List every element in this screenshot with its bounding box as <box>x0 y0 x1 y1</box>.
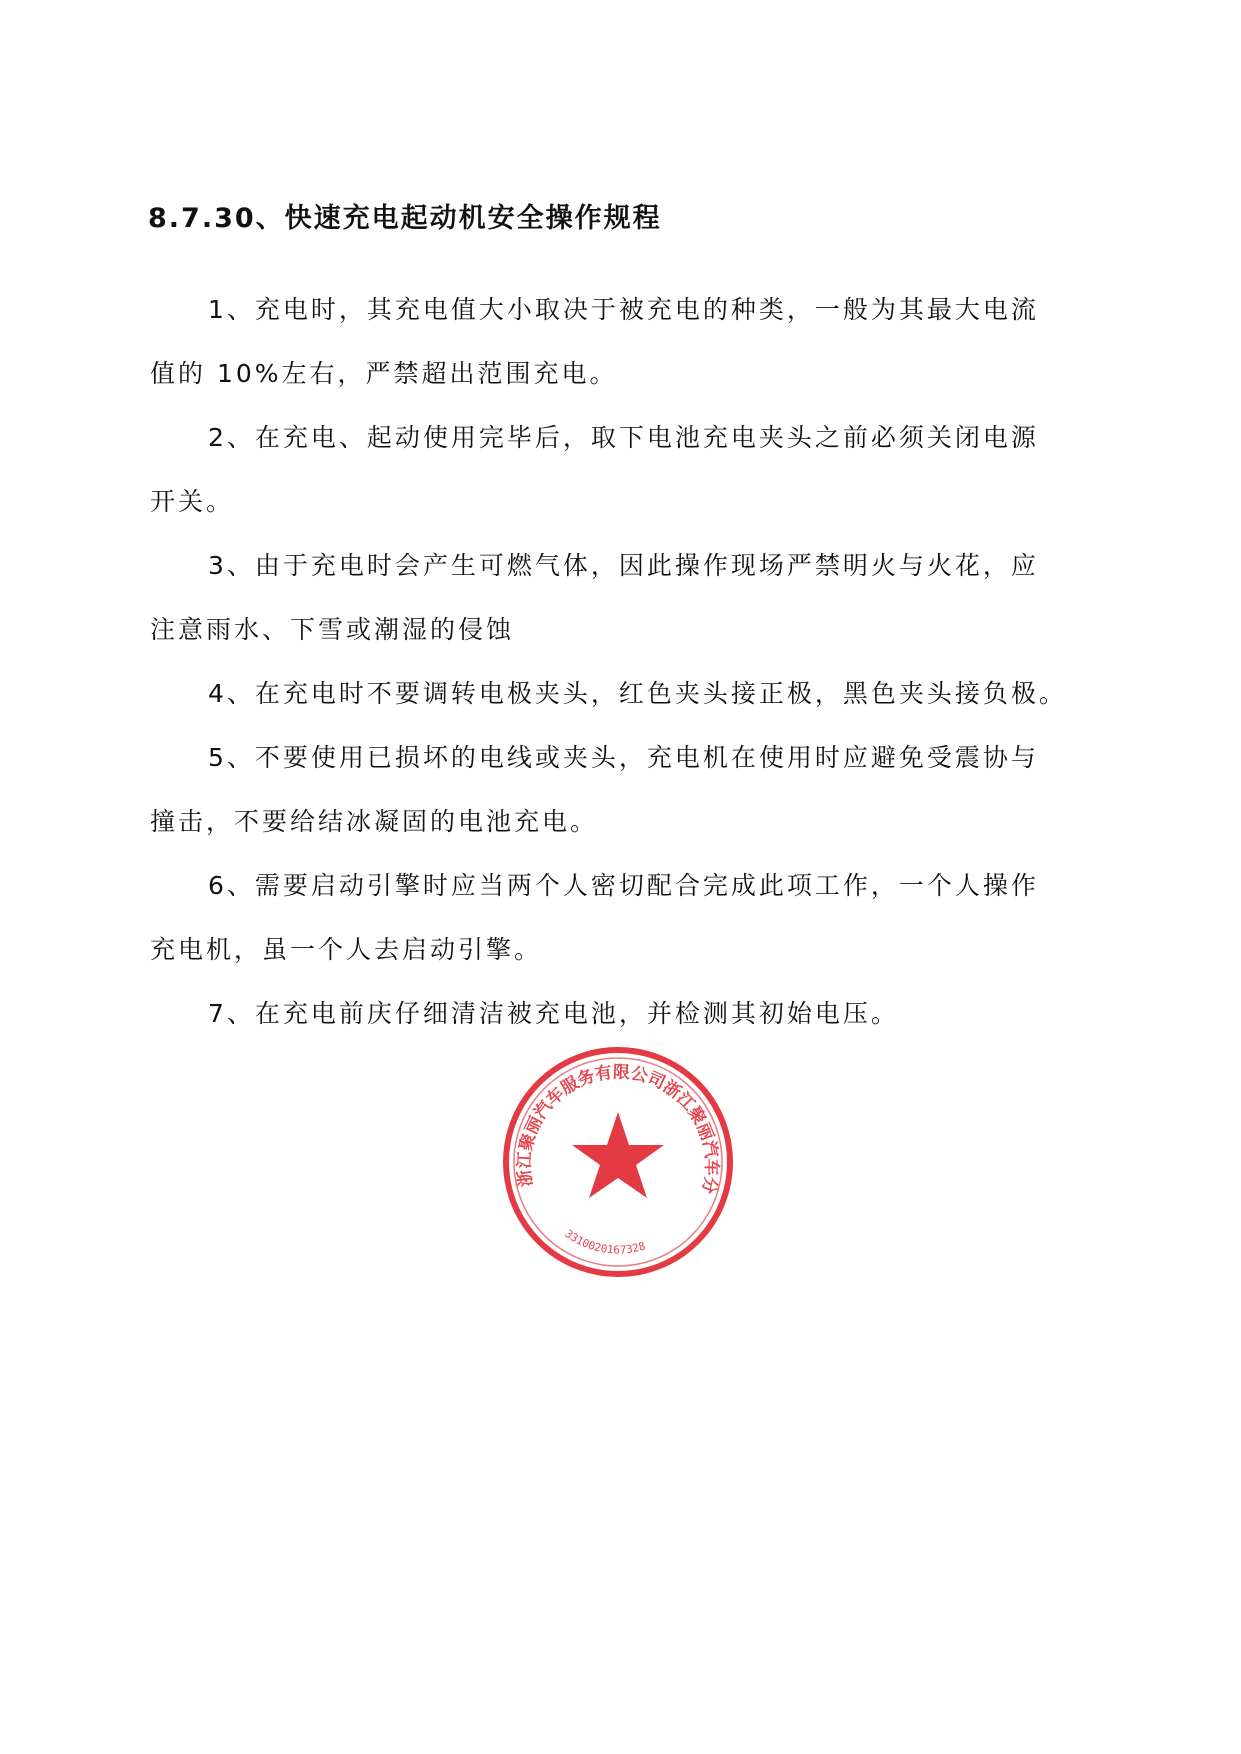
document-title: 8.7.30、快速充电起动机安全操作规程 <box>148 203 662 234</box>
paragraph-3-line-2: 注意雨水、下雪或潮湿的侵蚀 <box>150 615 515 644</box>
seal-star-icon <box>572 1112 664 1198</box>
paragraph-6-line-2: 充电机，虽一个人去启动引擎。 <box>150 935 543 964</box>
paragraph-3-line-1: 3、由于充电时会产生可燃气体，因此操作现场严禁明火与火花，应 <box>208 551 1039 580</box>
seal-arc-text: 浙江聚丽汽车服务有限公司浙江聚丽汽车分 <box>514 1062 722 1196</box>
paragraph-7-line-1: 7、在充电前庆仔细清洁被充电池，并检测其初始电压。 <box>208 999 899 1028</box>
seal-graphic <box>498 1042 738 1282</box>
paragraph-1-line-2: 值的 10%左右，严禁超出范围充电。 <box>150 359 618 388</box>
paragraph-2-line-2: 开关。 <box>150 487 235 516</box>
seal-number-text: 3310020167328 <box>562 1227 647 1257</box>
paragraph-4-line-1: 4、在充电时不要调转电极夹头，红色夹头接正极，黑色夹头接负极。 <box>208 679 1067 708</box>
paragraph-5-line-2: 撞击，不要给结冰凝固的电池充电。 <box>150 807 599 836</box>
paragraph-2-line-1: 2、在充电、起动使用完毕后，取下电池充电夹头之前必须关闭电源 <box>208 423 1039 452</box>
paragraph-6-line-1: 6、需要启动引擎时应当两个人密切配合完成此项工作，一个人操作 <box>208 871 1039 900</box>
company-seal <box>498 1042 738 1282</box>
paragraph-1-line-1: 1、充电时，其充电值大小取决于被充电的种类，一般为其最大电流 <box>208 295 1039 324</box>
paragraph-5-line-1: 5、不要使用已损坏的电线或夹头，充电机在使用时应避免受震协与 <box>208 743 1039 772</box>
